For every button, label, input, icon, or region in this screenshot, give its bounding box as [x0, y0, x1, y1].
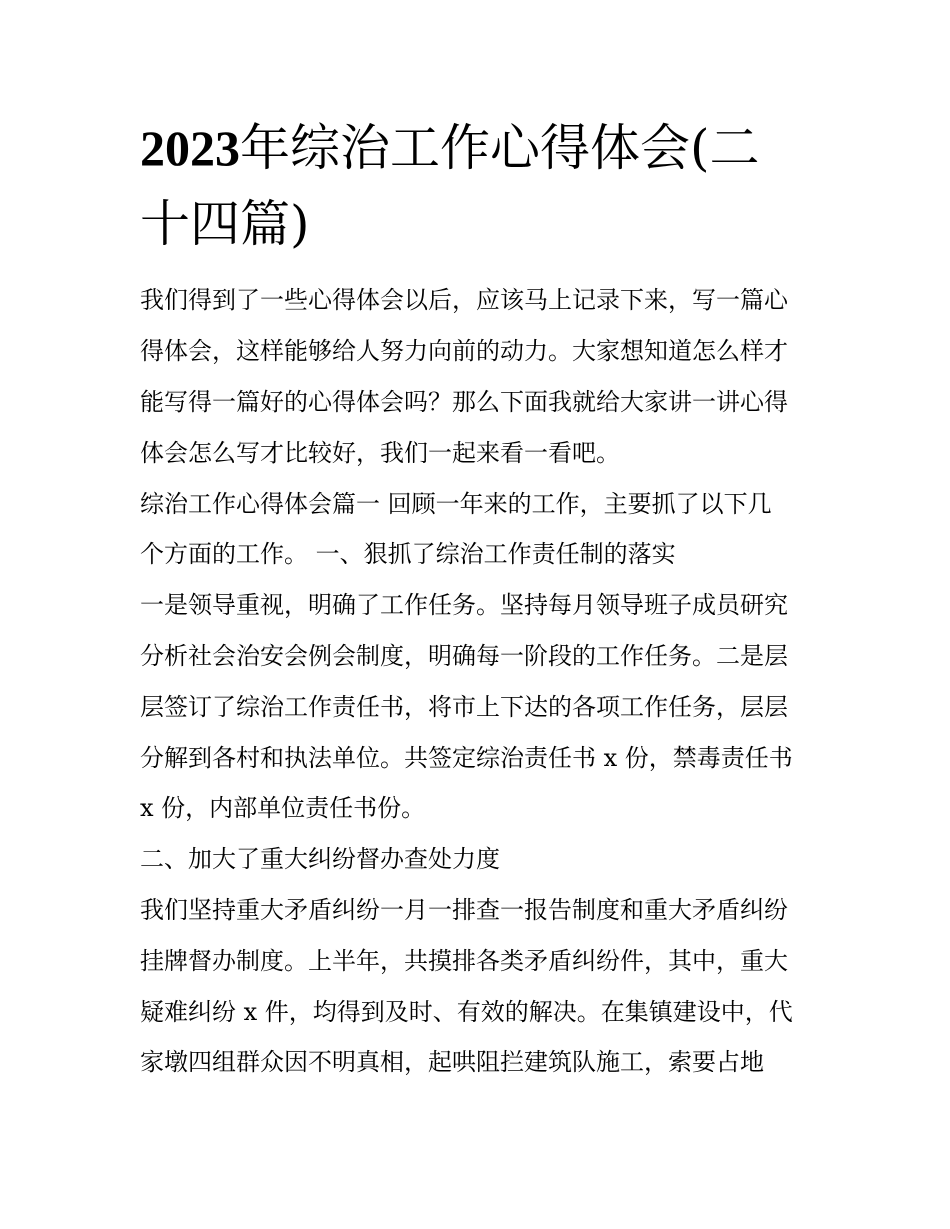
- paragraph-line: 得体会，这样能够给人努力向前的动力。大家想知道怎么样才: [140, 337, 788, 365]
- paragraph-line: 挂牌督办制度。上半年，共摸排各类矛盾纠纷件，其中，重大: [140, 947, 788, 975]
- paragraph-line: 分析社会治安会例会制度，明确每一阶段的工作任务。二是层: [140, 642, 788, 670]
- paragraph-line: 体会怎么写才比较好，我们一起来看一看吧。: [140, 439, 620, 467]
- paragraph-line: 个方面的工作。 一、狠抓了综治工作责任制的落实: [140, 540, 676, 568]
- title-text-2: 十四篇): [140, 195, 310, 253]
- paragraph-line: 我们坚持重大矛盾纠纷一月一排查一报告制度和重大矛盾纠纷: [140, 896, 788, 924]
- paragraph-line: x 份，内部单位责任书份。: [140, 794, 426, 822]
- paragraph-line: 家墩四组群众因不明真相，起哄阻拦建筑队施工，索要占地: [140, 1048, 764, 1076]
- section-heading: 二、加大了重大纠纷督办查处力度: [140, 845, 500, 873]
- paragraph-line: 我们得到了一些心得体会以后，应该马上记录下来，写一篇心: [140, 286, 788, 314]
- paragraph-line: 能写得一篇好的心得体会吗？那么下面我就给大家讲一讲心得: [140, 388, 788, 416]
- document-title-line-1: [140, 110, 820, 186]
- title-text-1: 年综治工作心得体会(二: [240, 119, 760, 177]
- paragraph-line: 层签订了综治工作责任书，将市上下达的各项工作任务，层层: [140, 693, 788, 721]
- paragraph-line: 分解到各村和执法单位。共签定综治责任书 x 份，禁毒责任书: [140, 744, 793, 772]
- paragraph-line: 疑难纠纷 x 件，均得到及时、有效的解决。在集镇建设中，代: [140, 998, 793, 1026]
- paragraph-line: 综治工作心得体会篇一 回顾一年来的工作，主要抓了以下几: [140, 490, 772, 518]
- document-title-line-2: [140, 186, 820, 262]
- title-year: 2023: [140, 120, 240, 176]
- paragraph-line: 一是领导重视，明确了工作任务。坚持每月领导班子成员研究: [140, 591, 788, 619]
